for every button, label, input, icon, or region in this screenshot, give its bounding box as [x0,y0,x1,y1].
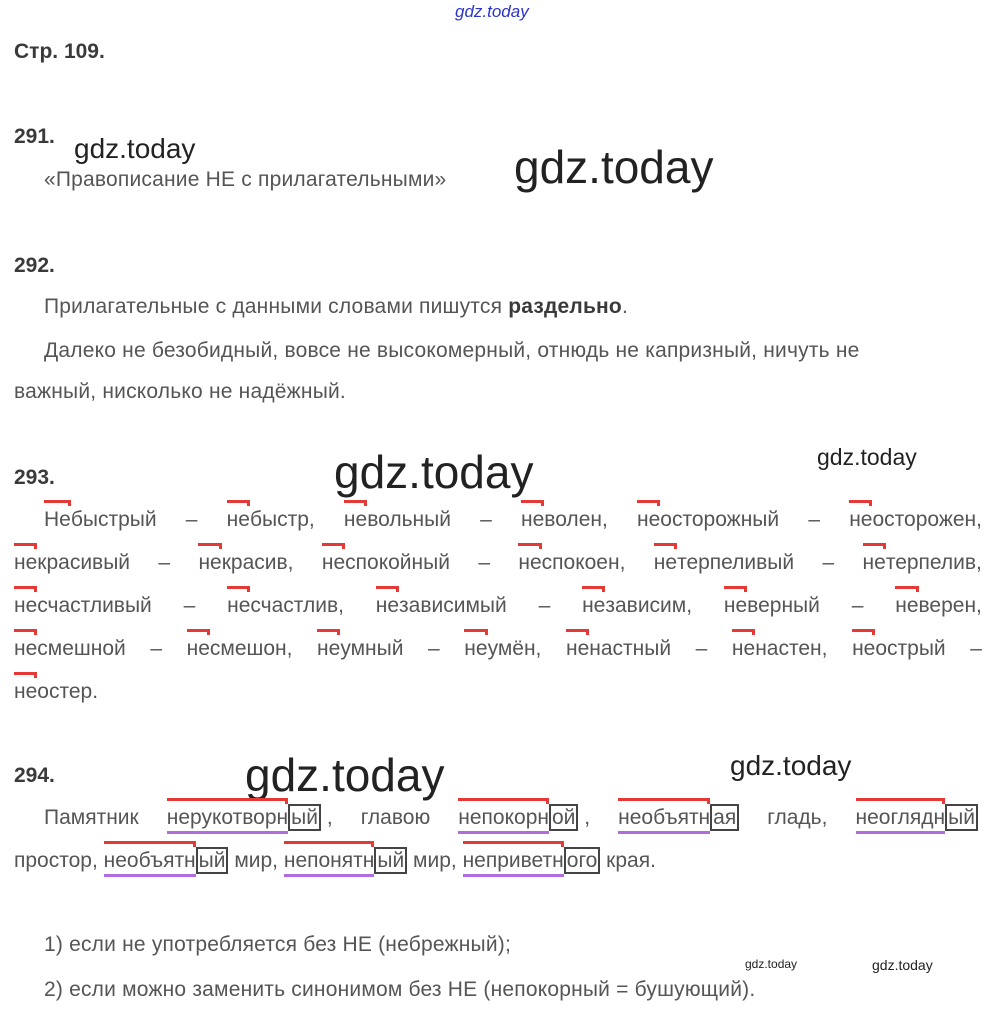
prefix-mark: не [653,551,678,574]
prefix-mark: не [14,551,38,574]
exercise-294-line-1 [44,806,978,834]
watermark: gdz.today [817,444,917,470]
prefix-mark: не [849,508,873,531]
word-stem: непокорн [458,806,549,834]
dash: – [478,551,491,574]
exercise-292-line1 [44,295,628,319]
word: неостер. [14,680,99,703]
parsed-word [458,806,590,834]
prefix-mark: не [723,594,748,617]
prefix-mark: не [521,508,545,531]
word: мир, [234,849,279,872]
watermark: gdz.today [745,957,798,971]
word: небыстр, [226,508,315,531]
prefix-mark: не [186,637,210,660]
prefix-mark: не [14,637,38,660]
bold-word: раздельно [508,295,622,318]
prefix-mark: не [14,680,38,703]
dash: – [970,637,982,660]
watermark: gdz.today [514,141,714,193]
word: нетерпелив, [862,551,982,574]
watermark: gdz.today [334,446,534,498]
dash: – [808,508,820,531]
word-stem: необъятн [618,806,710,834]
exercise-293-line-2 [14,551,982,575]
exercise-293-line-5 [14,680,982,704]
page-header: Стр. 109. [14,40,105,63]
word: гладь, [767,806,828,829]
rule-1: 1) если не употребляется без НЕ (небрежный); [44,933,511,956]
prefix-mark: не [375,594,400,617]
prefix-mark: не [518,551,542,574]
parsed-word [104,849,229,872]
parsed-word [284,849,407,872]
word: некрасив, [198,551,294,574]
word-ending: ый [288,804,321,831]
word: независим, [582,594,693,617]
dash: – [183,594,196,617]
exercise-292-number: 292. [14,254,55,277]
word-ending: ая [710,804,739,831]
line1-prefix: Прилагательные с данными словами пишутся [44,295,509,318]
dash: – [695,637,708,660]
exercise-293-line-3 [14,594,982,618]
word: мир, [413,849,457,872]
prefix-mark: не [862,551,886,574]
watermark-top: gdz.today [455,2,529,21]
word: независимый [375,594,507,617]
exercise-293-line-4 [14,637,982,661]
word: несмешон, [186,637,293,660]
prefix-mark: не [226,508,250,531]
word: неверен, [895,594,982,617]
prefix-mark: не [895,594,919,617]
word-stem: необъятн [104,849,196,877]
exercise-294-number: 294. [14,764,55,787]
prefix-mark: не [227,594,251,617]
prefix-mark: не [14,594,38,617]
exercise-292-line2: Далеко не безобидный, вовсе не высокомерный, отнюдь не капризный, ничуть не [44,339,860,362]
rule-2: 2) если можно заменить синонимом без НЕ (непокорный = бушующий). [44,978,756,1001]
word: неволен, [521,508,608,531]
word-ending: ый [374,847,407,874]
word: неверный [723,594,820,617]
parsed-word [167,806,333,834]
word: края. [606,849,656,872]
prefix-mark: не [198,551,222,574]
comma: , [584,806,591,829]
exercise-294-line-2 [14,849,982,877]
exercise-293-number: 293. [14,466,55,489]
word-stem: непонятн [284,849,375,877]
dash: – [480,508,492,531]
dash: – [538,594,551,617]
line1-suffix: . [621,295,629,318]
parsed-word [463,849,601,872]
dash: – [150,637,163,660]
word-ending: ой [549,804,578,831]
word-stem: нерукотворн [167,806,288,834]
prefix-mark: не [343,508,368,531]
word-stem: неоглядн [856,806,946,834]
exercise-291-number: 291. [14,125,55,148]
prefix-mark: не [565,637,590,660]
parsed-word [856,806,978,834]
word: неосторожен, [849,508,982,531]
watermark: gdz.today [74,133,196,164]
word: неумён, [464,637,542,660]
word: ненастен, [731,637,828,660]
prefix-mark: Не [44,508,71,531]
word: несчастлив, [227,594,344,617]
prefix-mark: не [637,508,661,531]
word: несчастливый [14,594,152,617]
word: неумный [317,637,404,660]
watermark: gdz.today [872,957,933,973]
word: Небыстрый [44,508,157,531]
word: некрасивый [14,551,131,574]
word-ending: ый [945,804,978,831]
watermark: gdz.today [245,749,445,801]
dash: – [158,551,171,574]
dash: – [822,551,835,574]
word: несмешной [14,637,126,660]
word-ending: ого [564,847,601,874]
word: неосторожный [637,508,780,531]
prefix-mark: не [464,637,488,660]
prefix-mark: не [731,637,756,660]
prefix-mark: не [582,594,606,617]
word: неострый [852,637,946,660]
word: нетерпеливый [653,551,795,574]
word-ending: ый [196,847,229,874]
word: неспокоен, [518,551,626,574]
prefix-mark: не [317,637,341,660]
exercise-291-text: «Правописание НЕ с прилагательными» [44,168,447,191]
exercise-293-line-1 [44,508,982,532]
word: неспокойный [321,551,450,574]
exercise-292-line3: важный, нисколько не надёжный. [14,380,346,403]
word: простор, [14,849,98,872]
dash: – [428,637,440,660]
dash: – [185,508,198,531]
dash: – [851,594,864,617]
parsed-word [618,806,739,834]
word: ненастный [565,637,672,660]
word: главою [360,806,431,829]
prefix-mark: не [852,637,876,660]
prefix-mark: не [321,551,346,574]
comma: , [326,806,333,829]
word: Памятник [44,806,139,829]
watermark: gdz.today [730,750,852,781]
word-stem: неприветн [463,849,564,877]
word: невольный [343,508,451,531]
